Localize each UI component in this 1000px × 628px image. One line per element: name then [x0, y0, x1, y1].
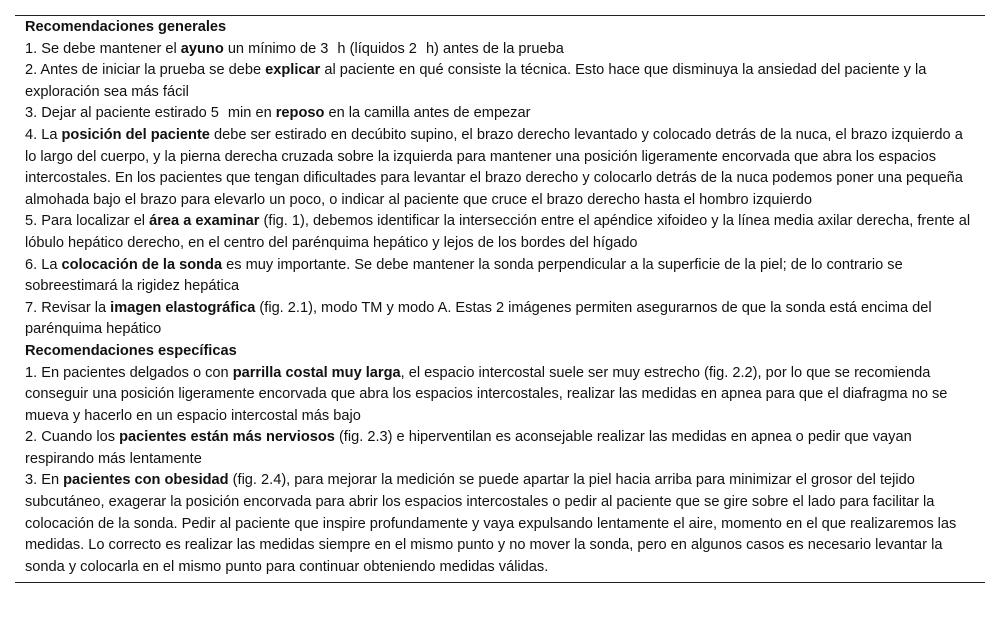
- long-rib-cage-keyword: parrilla costal muy larga: [232, 364, 401, 381]
- general-item-1: 1. Se debe mantener el ayuno un mínimo de 3 h (líquidos 2 h) antes de la prueba: [25, 40, 564, 57]
- specific-item-1: 1. En pacientes delgados o con parrilla costal muy larga, el espacio intercostal suele ser muy estrecho (fig. 2.2), por lo que se recomienda conseguir una posición ligeramente encorvada que abra los espacios intercostales, realizar las medidas en apnea para que el diafragma no se mueva y hacerlo en un espacio intercostal más bajo: [25, 364, 948, 424]
- obese-patients-keyword: pacientes con obesidad: [63, 472, 229, 489]
- general-item-5: 5. Para localizar el área a examinar (fig. 1), debemos identificar la intersección entre el apéndice xifoideo y la línea media axilar derecha, frente al lóbulo hepático derecho, en el centro del parénquima hepático y lejos de los bordes del hígado: [25, 213, 971, 251]
- exam-area-keyword: área a examinar: [149, 213, 260, 230]
- general-item-2: 2. Antes de iniciar la prueba se debe explicar al paciente en qué consiste la técnica. Esto hace que disminuya la ansiedad del paciente y la exploración sea más fácil: [25, 62, 927, 100]
- general-item-6: 6. La colocación de la sonda es muy importante. Se debe mantener la sonda perpendicular a la superficie de la piel; de lo contrario se sobreestimará la rigidez hepática: [25, 256, 903, 295]
- general-item-7: 7. Revisar la imagen elastográfica (fig. 2.1), modo TM y modo A. Estas 2 imágenes permiten asegurarnos de que la sonda está encima del parénquima hepático: [25, 299, 932, 338]
- recommendations-content: [15, 17, 985, 578]
- rest-keyword: reposo: [275, 105, 325, 122]
- nervous-patients-keyword: pacientes están más nerviosos: [119, 429, 335, 446]
- patient-position-keyword: posición del paciente: [61, 126, 210, 143]
- recommendations-table: [15, 15, 985, 583]
- specific-item-3: 3. En pacientes con obesidad (fig. 2.4), para mejorar la medición se puede apartar la piel hacia arriba para minimizar el grosor del tejido subcutáneo, exagerar la posición encorvada para abrir los espacios intercostales o pedir al paciente que se gire sobre el lado para facilitar la colocación de la sonda. Pedir al paciente que inspire profundamente y vaya expulsando lentamente el aire, momento en el que realizaremos las medidas. Lo correcto es realizar las medidas siempre en el mismo punto y no mover la sonda, pero en algunos casos es necesario levantar la sonda y colocarla en el mismo punto para continuar obteniendo medidas válidas.: [25, 472, 957, 575]
- specific-item-2: 2. Cuando los pacientes están más nerviosos (fig. 2.3) e hiperventilan es aconsejable realizar las medidas en apnea o pedir que vayan respirando más lentamente: [25, 429, 912, 467]
- elastographic-image-keyword: imagen elastográfica: [110, 299, 256, 316]
- general-recommendations-title: Recomendaciones generales: [25, 19, 227, 35]
- general-item-3: 3. Dejar al paciente estirado 5 min en reposo en la camilla antes de empezar: [25, 105, 531, 122]
- probe-placement-keyword: colocación de la sonda: [61, 256, 223, 273]
- general-item-4: 4. La posición del paciente debe ser estirado en decúbito supino, el brazo derecho levantado y colocado detrás de la nuca, el brazo izquierdo a lo largo del cuerpo, y la pierna derecha cruzada sobre la izquierda para mantener una posición ligeramente encorvada que abra los espacios intercostales. En los pacientes que tengan dificultades para levantar el brazo derecho y colocarlo detrás de la nuca podemos poner una pequeña almohada bajo el brazo para elevarlo un poco, o indicar al paciente que cruce el brazo derecho hasta el hombro izquierdo: [25, 126, 963, 208]
- specific-recommendations-title: Recomendaciones específicas: [25, 342, 237, 359]
- fasting-keyword: ayuno: [180, 40, 224, 57]
- explain-keyword: explicar: [265, 62, 321, 79]
